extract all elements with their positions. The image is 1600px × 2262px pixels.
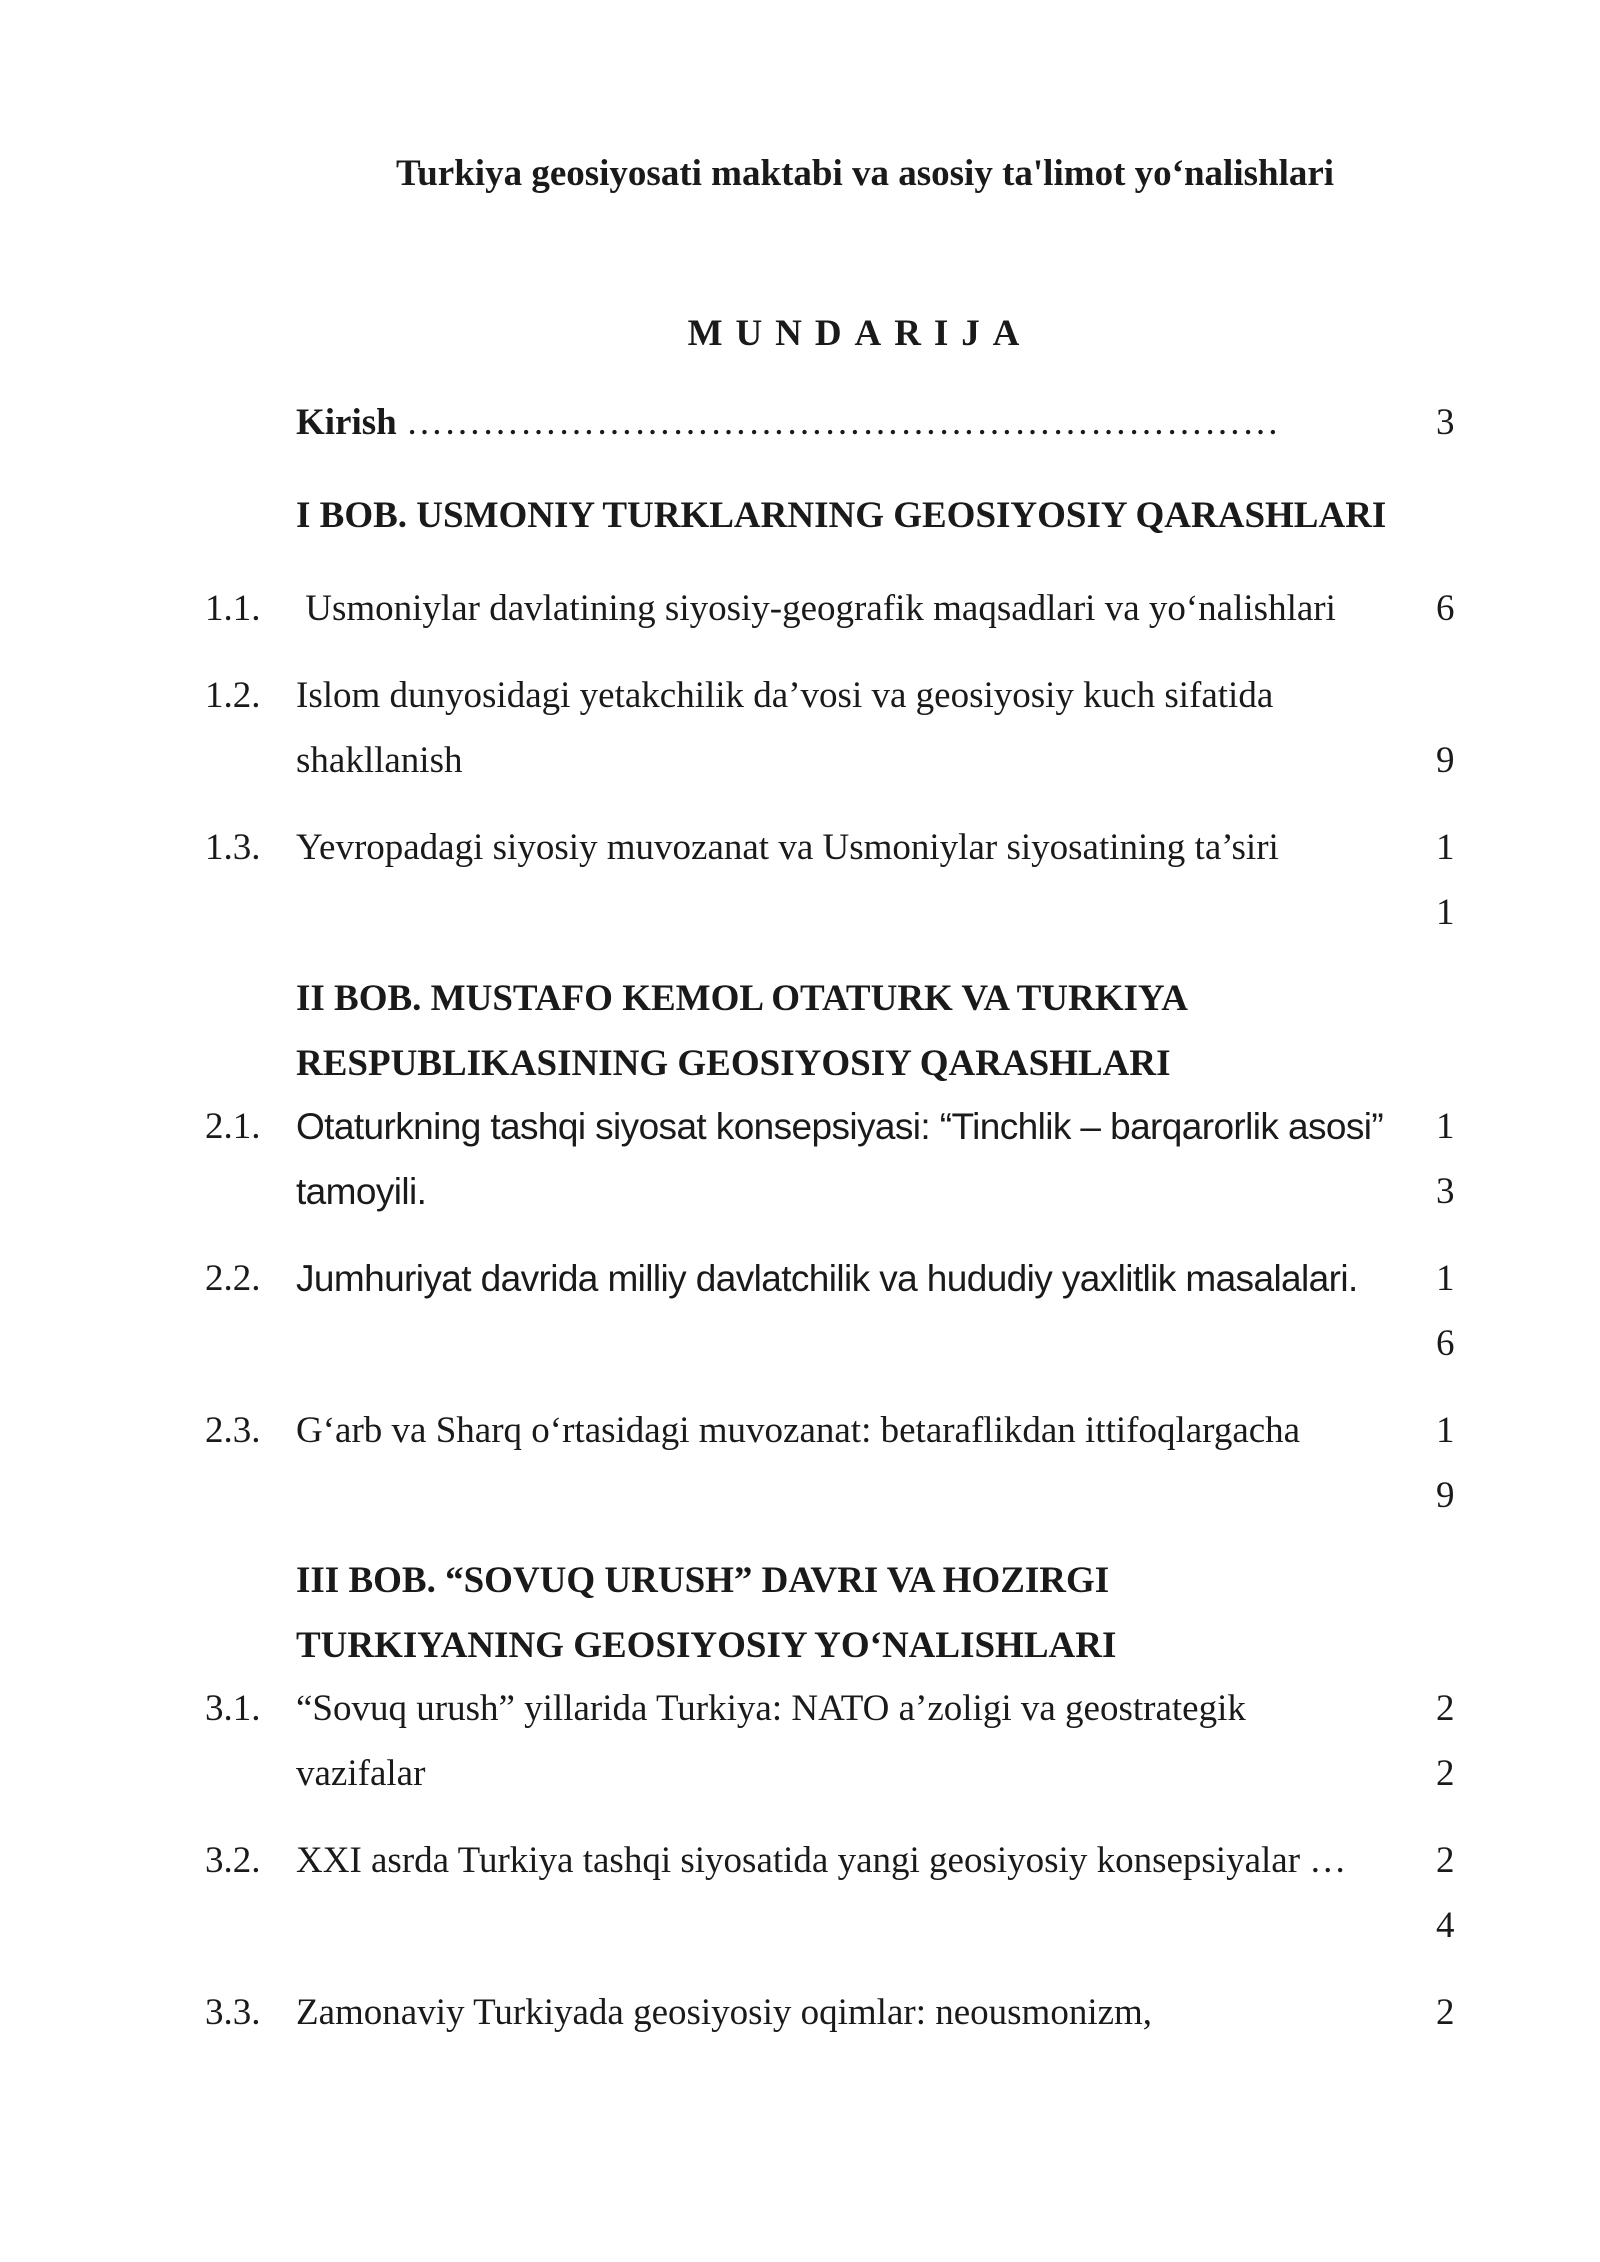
toc-entry-continuation[interactable]: vazifalar <box>296 1753 426 1794</box>
toc-page-number: 1 <box>1436 1410 1455 1451</box>
toc-page-number: 3 <box>1436 1171 1455 1212</box>
toc-entry-continuation[interactable]: shakllanish <box>296 740 463 781</box>
toc-intro-label: Kirish <box>296 402 397 443</box>
toc-page-number: 6 <box>1436 588 1455 629</box>
section-number: 3.3. <box>205 1992 261 2033</box>
section-number: 2.1. <box>205 1106 261 1147</box>
toc-entry[interactable]: G‘arb va Sharq o‘rtasidagi muvozanat: betaraflikdan ittifoqlargacha <box>296 1410 1301 1451</box>
section-number: 1.2. <box>205 675 261 716</box>
chapter-title[interactable]: III BOB. “SOVUQ URUSH” DAVRI VA HOZIRGI <box>296 1560 1110 1601</box>
toc-entry[interactable]: Yevropadagi siyosiy muvozanat va Usmoniylar siyosatining ta’siri <box>296 827 1279 868</box>
toc-entry-intro[interactable] <box>296 404 1280 441</box>
toc-page-number: 2 <box>1436 1688 1455 1729</box>
section-number: 1.3. <box>205 827 261 868</box>
chapter-title[interactable]: II BOB. MUSTAFO KEMOL OTATURK VA TURKIYA <box>296 978 1188 1019</box>
toc-page-number: 1 <box>1436 1106 1455 1147</box>
toc-entry[interactable]: XXI asrda Turkiya tashqi siyosatida yangi geosiyosiy konsepsiyalar … <box>296 1840 1347 1881</box>
section-number: 2.2. <box>205 1258 261 1299</box>
section-number: 3.2. <box>205 1840 261 1881</box>
chapter-title-continuation[interactable]: RESPUBLIKASINING GEOSIYOSIY QARASHLARI <box>296 1043 1171 1084</box>
toc-entry[interactable]: Otaturkning tashqi siyosat konsepsiyasi: “Tinchlik – barqarorlik asosi” <box>296 1106 1384 1147</box>
toc-page-number: 2 <box>1436 1840 1455 1881</box>
chapter-title[interactable]: I BOB. USMONIY TURKLARNING GEOSIYOSIY QARASHLARI <box>296 495 1387 536</box>
toc-page-number: 6 <box>1436 1323 1455 1364</box>
document-title: Turkiya geosiyosati maktabi va asosiy ta'limot yo‘nalishlari <box>395 153 1335 194</box>
toc-entry[interactable]: “Sovuq urush” yillarida Turkiya: NATO a’zoligi va geostrategik <box>296 1688 1246 1729</box>
toc-entry[interactable]: Usmoniylar davlatining siyosiy-geografik maqsadlari va yo‘nalishlari <box>296 588 1336 629</box>
section-number: 1.1. <box>205 588 261 629</box>
section-number: 3.1. <box>205 1688 261 1729</box>
toc-page-number: 1 <box>1436 1258 1455 1299</box>
section-number: 2.3. <box>205 1410 261 1451</box>
toc-page-number: 1 <box>1436 892 1455 933</box>
toc-page-number: 2 <box>1436 1992 1455 2033</box>
toc-page-number: 2 <box>1436 1753 1455 1794</box>
toc-page-number: 1 <box>1436 827 1455 868</box>
toc-entry[interactable]: Islom dunyosidagi yetakchilik da’vosi va geosiyosiy kuch sifatida <box>296 675 1274 716</box>
toc-entry[interactable]: Zamonaviy Turkiyada geosiyosiy oqimlar: neousmonizm, <box>296 1992 1153 2033</box>
chapter-title-continuation[interactable]: TURKIYANING GEOSIYOSIY YO‘NALISHLARI <box>296 1625 1117 1666</box>
toc-page-number: 4 <box>1436 1905 1455 1946</box>
toc-entry[interactable]: Jumhuriyat davrida milliy davlatchilik va hududiy yaxlitlik masalalari. <box>296 1258 1358 1299</box>
toc-entry-continuation[interactable]: tamoyili. <box>296 1171 427 1212</box>
toc-leader-dots: …………………………………………………………… <box>406 402 1280 443</box>
toc-heading: MUNDARIJA <box>687 313 1033 354</box>
toc-page-number: 3 <box>1436 402 1455 443</box>
toc-page-number: 9 <box>1436 1475 1455 1516</box>
toc-page-number: 9 <box>1436 740 1455 781</box>
